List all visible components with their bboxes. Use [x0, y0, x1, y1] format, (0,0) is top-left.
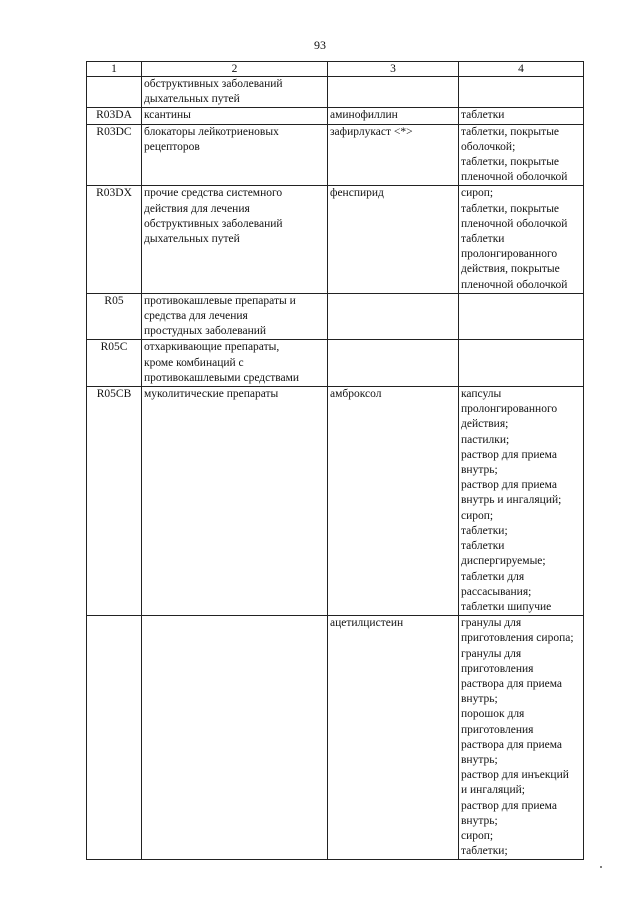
atc-code-cell [87, 77, 142, 108]
dosage-form-line: сироп; [461, 187, 494, 200]
dosage-form-line: таблетки шипучие [461, 600, 552, 613]
atc-code-cell [87, 616, 142, 860]
column-number-2: 2 [142, 62, 328, 77]
atc-code-cell: R03DC [87, 124, 142, 186]
dosage-form-line: рассасывания; [461, 585, 532, 598]
pharmacological-group-cell [142, 616, 328, 860]
table-row [87, 77, 584, 108]
dosage-form-line: раствор для приема [461, 479, 557, 492]
dosage-form-line: приготовления сиропа; [461, 632, 574, 645]
pharmacological-group-cell [142, 293, 328, 340]
table-row [87, 616, 584, 860]
dosage-form-line: раствора для приема [461, 738, 563, 751]
atc-code-cell: R03DX [87, 186, 142, 293]
dosage-form-line: таблетки для [461, 570, 525, 583]
dosage-form-line: пленочной оболочкой [461, 171, 568, 184]
dosage-form-line: сироп; [461, 829, 494, 842]
table-row [87, 340, 584, 387]
table-row [87, 186, 584, 293]
group-text-line: простудных заболеваний [144, 325, 267, 338]
dosage-form-line: пролонгированного [461, 248, 558, 261]
drug-name-cell [328, 293, 459, 340]
group-text-line: рецепторов [144, 140, 200, 153]
group-text-line: действия для лечения [144, 202, 250, 215]
pharmacological-group-cell [142, 108, 328, 124]
dosage-form-line: пастилки; [461, 433, 510, 446]
scan-artifact-dot [600, 866, 602, 868]
drug-name-cell: ацетилцистеин [328, 616, 459, 860]
drug-name-cell: амброксол [328, 387, 459, 616]
group-text-line: отхаркивающие препараты, [144, 341, 280, 354]
dosage-form-line: таблетки, покрытые [461, 202, 560, 215]
group-text-line: обструктивных заболеваний [144, 78, 283, 90]
pharmacological-group-cell [142, 340, 328, 387]
table-row [87, 293, 584, 340]
dosage-form-line: гранулы для [461, 647, 522, 660]
pharmacological-group-cell [142, 387, 328, 616]
column-number-row [87, 62, 584, 77]
group-text-line: обструктивных заболеваний [144, 217, 283, 230]
dosage-form-line: раствор для приема [461, 448, 557, 461]
group-text-line: средства для лечения [144, 310, 248, 323]
dosage-form-line: действия; [461, 418, 509, 431]
atc-code-cell: R03DA [87, 108, 142, 124]
group-text-line: блокаторы лейкотриеновых [144, 125, 279, 138]
dosage-form-line: пленочной оболочкой [461, 278, 568, 291]
dosage-form-line: пленочной оболочкой [461, 217, 568, 230]
dosage-forms-cell [459, 108, 584, 124]
atc-code-cell: R05C [87, 340, 142, 387]
column-number-3: 3 [328, 62, 459, 77]
dosage-form-line: внутрь; [461, 814, 498, 827]
dosage-form-line: раствор для приема [461, 799, 557, 812]
column-number-4: 4 [459, 62, 584, 77]
atc-code-cell: R05 [87, 293, 142, 340]
dosage-forms-cell [459, 186, 584, 293]
atc-code-cell: R05CB [87, 387, 142, 616]
dosage-form-line: таблетки; [461, 524, 508, 537]
dosage-form-line: сироп; [461, 509, 494, 522]
dosage-form-line: гранулы для [461, 617, 522, 630]
dosage-form-line: внутрь и ингаляций; [461, 494, 562, 507]
dosage-form-line: капсулы [461, 388, 502, 401]
dosage-form-line: и ингаляций; [461, 784, 525, 797]
dosage-form-line: оболочкой; [461, 140, 516, 153]
dosage-form-line: раствор для инъекций [461, 769, 569, 782]
group-text-line: противокашлевыми средствами [144, 371, 300, 384]
dosage-forms-cell [459, 616, 584, 860]
dosage-form-line: порошок для [461, 708, 525, 721]
dosage-form-line: внутрь; [461, 464, 498, 477]
dosage-form-line: приготовления [461, 662, 534, 675]
dosage-form-line: внутрь; [461, 753, 498, 766]
dosage-form-line: таблетки, покрытые [461, 156, 560, 169]
drug-name-cell [328, 340, 459, 387]
dosage-form-line: таблетки [461, 233, 505, 246]
table-row [87, 387, 584, 616]
pharmacological-group-cell [142, 186, 328, 293]
dosage-form-line: внутрь; [461, 693, 498, 706]
table-row [87, 124, 584, 186]
dosage-form-line: таблетки; [461, 845, 508, 858]
drug-name-cell [328, 77, 459, 108]
table-row [87, 108, 584, 124]
drug-table [86, 61, 584, 860]
dosage-form-line: действия, покрытые [461, 263, 560, 276]
dosage-form-line: раствора для приема [461, 677, 563, 690]
group-text-line: дыхательных путей [144, 93, 240, 106]
dosage-form-line: таблетки [461, 109, 505, 122]
group-text-line: ксантины [144, 109, 191, 122]
pharmacological-group-cell [142, 77, 328, 108]
dosage-form-line: таблетки [461, 540, 505, 553]
column-number-1: 1 [87, 62, 142, 77]
table-body [87, 62, 584, 860]
dosage-forms-cell [459, 293, 584, 340]
dosage-form-line: таблетки, покрытые [461, 125, 560, 138]
group-text-line: дыхательных путей [144, 233, 240, 246]
drug-name-cell: фенспирид [328, 186, 459, 293]
pharmacological-group-cell [142, 124, 328, 186]
page-number: 93 [314, 38, 326, 52]
group-text-line: кроме комбинаций с [144, 356, 244, 369]
dosage-form-line: диспергируемые; [461, 555, 546, 568]
dosage-forms-cell [459, 77, 584, 108]
dosage-forms-cell [459, 340, 584, 387]
dosage-forms-cell [459, 387, 584, 616]
drug-name-cell: аминофиллин [328, 108, 459, 124]
group-text-line: муколитические препараты [144, 388, 279, 401]
dosage-form-line: приготовления [461, 723, 534, 736]
dosage-forms-cell [459, 124, 584, 186]
group-text-line: противокашлевые препараты и [144, 294, 296, 307]
group-text-line: прочие средства системного [144, 187, 283, 200]
dosage-form-line: пролонгированного [461, 403, 558, 416]
drug-name-cell: зафирлукаст <*> [328, 124, 459, 186]
